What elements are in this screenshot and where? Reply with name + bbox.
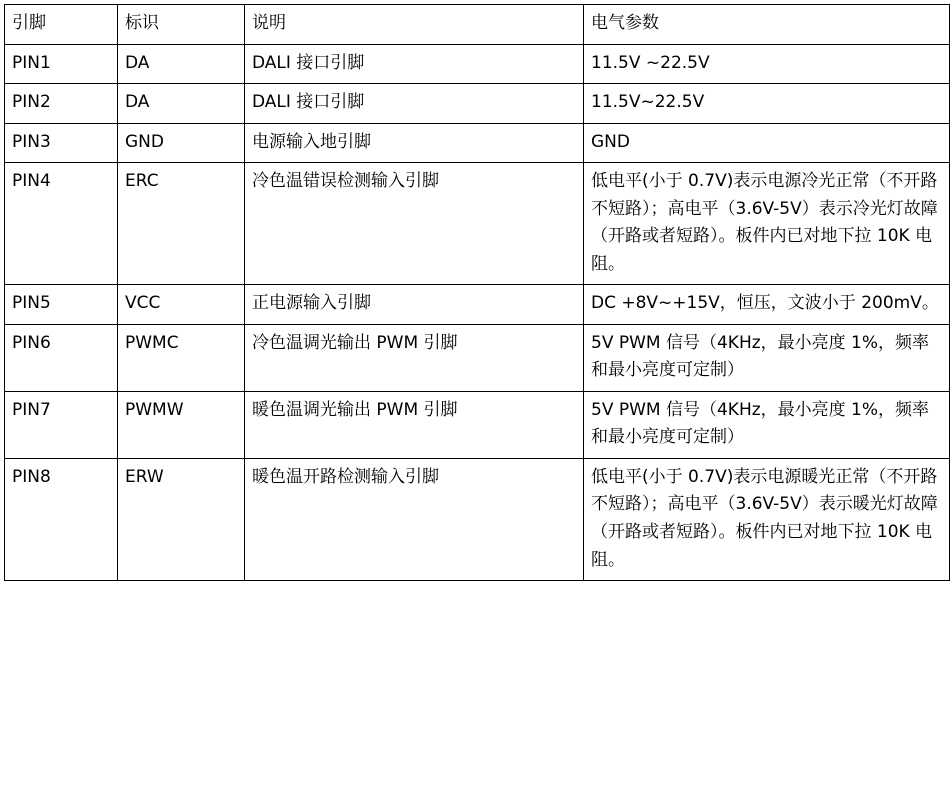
cell-mark	[118, 458, 245, 580]
column-header-mark	[118, 5, 245, 45]
table-row	[5, 324, 950, 391]
cell-description	[245, 285, 584, 325]
table-row	[5, 285, 950, 325]
cell-electrical	[584, 123, 950, 163]
cell-pin	[5, 324, 118, 391]
table-header-row	[5, 5, 950, 45]
electrical-value: 5V PWM 信号（4KHz，最小亮度 1%，频率和最小亮度可定制）	[591, 332, 930, 381]
cell-electrical	[584, 84, 950, 124]
pin-value: PIN4	[12, 171, 51, 192]
column-header-electrical-label: 电气参数	[591, 13, 659, 33]
mark-value: ERW	[125, 466, 164, 487]
electrical-value: 低电平(小于 0.7V)表示电源冷光正常（不开路不短路）；高电平（3.6V-5V）表示冷光灯故障（开路或者短路）。板件内已对地下拉 10K 电阻。	[591, 171, 938, 274]
cell-electrical	[584, 458, 950, 580]
cell-electrical	[584, 44, 950, 84]
column-header-description	[245, 5, 584, 45]
cell-description	[245, 44, 584, 84]
description-value: 正电源输入引脚	[252, 293, 371, 314]
electrical-value: 低电平(小于 0.7V)表示电源暖光正常（不开路不短路）；高电平（3.6V-5V）表示暖光灯故障（开路或者短路）。板件内已对地下拉 10K 电阻。	[591, 466, 938, 570]
column-header-electrical	[584, 5, 950, 45]
description-value: 冷色温调光输出 PWM 引脚	[252, 332, 458, 353]
cell-pin	[5, 84, 118, 124]
description-value: DALI 接口引脚	[252, 92, 365, 113]
cell-pin	[5, 285, 118, 325]
description-value: 暖色温调光输出 PWM 引脚	[252, 399, 458, 420]
electrical-value: GND	[591, 131, 630, 152]
cell-description	[245, 391, 584, 458]
cell-mark	[118, 84, 245, 124]
mark-value: VCC	[125, 293, 161, 314]
pin-value: PIN8	[12, 466, 51, 487]
cell-pin	[5, 391, 118, 458]
pin-value: PIN1	[12, 52, 51, 73]
table-row	[5, 44, 950, 84]
table-row	[5, 123, 950, 163]
cell-mark	[118, 123, 245, 163]
cell-mark	[118, 285, 245, 325]
document-page	[0, 4, 952, 791]
description-value: 电源输入地引脚	[252, 131, 371, 152]
cell-description	[245, 458, 584, 580]
mark-value: DA	[125, 92, 150, 113]
description-value: DALI 接口引脚	[252, 52, 365, 73]
mark-value: DA	[125, 52, 150, 73]
electrical-value: DC +8V~+15V，恒压，文波小于 200mV。	[591, 293, 939, 314]
pin-value: PIN6	[12, 332, 51, 353]
cell-pin	[5, 44, 118, 84]
electrical-value: 5V PWM 信号（4KHz，最小亮度 1%，频率和最小亮度可定制）	[591, 399, 930, 448]
cell-mark	[118, 324, 245, 391]
cell-pin	[5, 458, 118, 580]
cell-description	[245, 163, 584, 285]
cell-electrical	[584, 391, 950, 458]
column-header-pin	[5, 5, 118, 45]
cell-mark	[118, 44, 245, 84]
cell-electrical	[584, 285, 950, 325]
pin-value: PIN5	[12, 293, 51, 314]
column-header-description-label: 说明	[252, 13, 286, 33]
mark-value: GND	[125, 131, 164, 152]
mark-value: PWMW	[125, 399, 184, 420]
pin-value: PIN7	[12, 399, 51, 420]
pin-definition-table	[4, 4, 950, 581]
electrical-value: 11.5V ~22.5V	[591, 52, 710, 73]
table-row	[5, 391, 950, 458]
cell-description	[245, 123, 584, 163]
mark-value: ERC	[125, 171, 159, 192]
cell-pin	[5, 163, 118, 285]
table-row	[5, 458, 950, 580]
cell-description	[245, 84, 584, 124]
pin-value: PIN2	[12, 92, 51, 113]
description-value: 暖色温开路检测输入引脚	[252, 466, 439, 487]
column-header-mark-label: 标识	[125, 13, 159, 33]
table-row	[5, 163, 950, 285]
electrical-value: 11.5V~22.5V	[591, 92, 705, 113]
cell-electrical	[584, 324, 950, 391]
mark-value: PWMC	[125, 332, 179, 353]
pin-value: PIN3	[12, 131, 51, 152]
cell-pin	[5, 123, 118, 163]
description-value: 冷色温错误检测输入引脚	[252, 171, 439, 192]
table-row	[5, 84, 950, 124]
cell-electrical	[584, 163, 950, 285]
cell-description	[245, 324, 584, 391]
column-header-pin-label: 引脚	[12, 13, 46, 33]
cell-mark	[118, 163, 245, 285]
cell-mark	[118, 391, 245, 458]
